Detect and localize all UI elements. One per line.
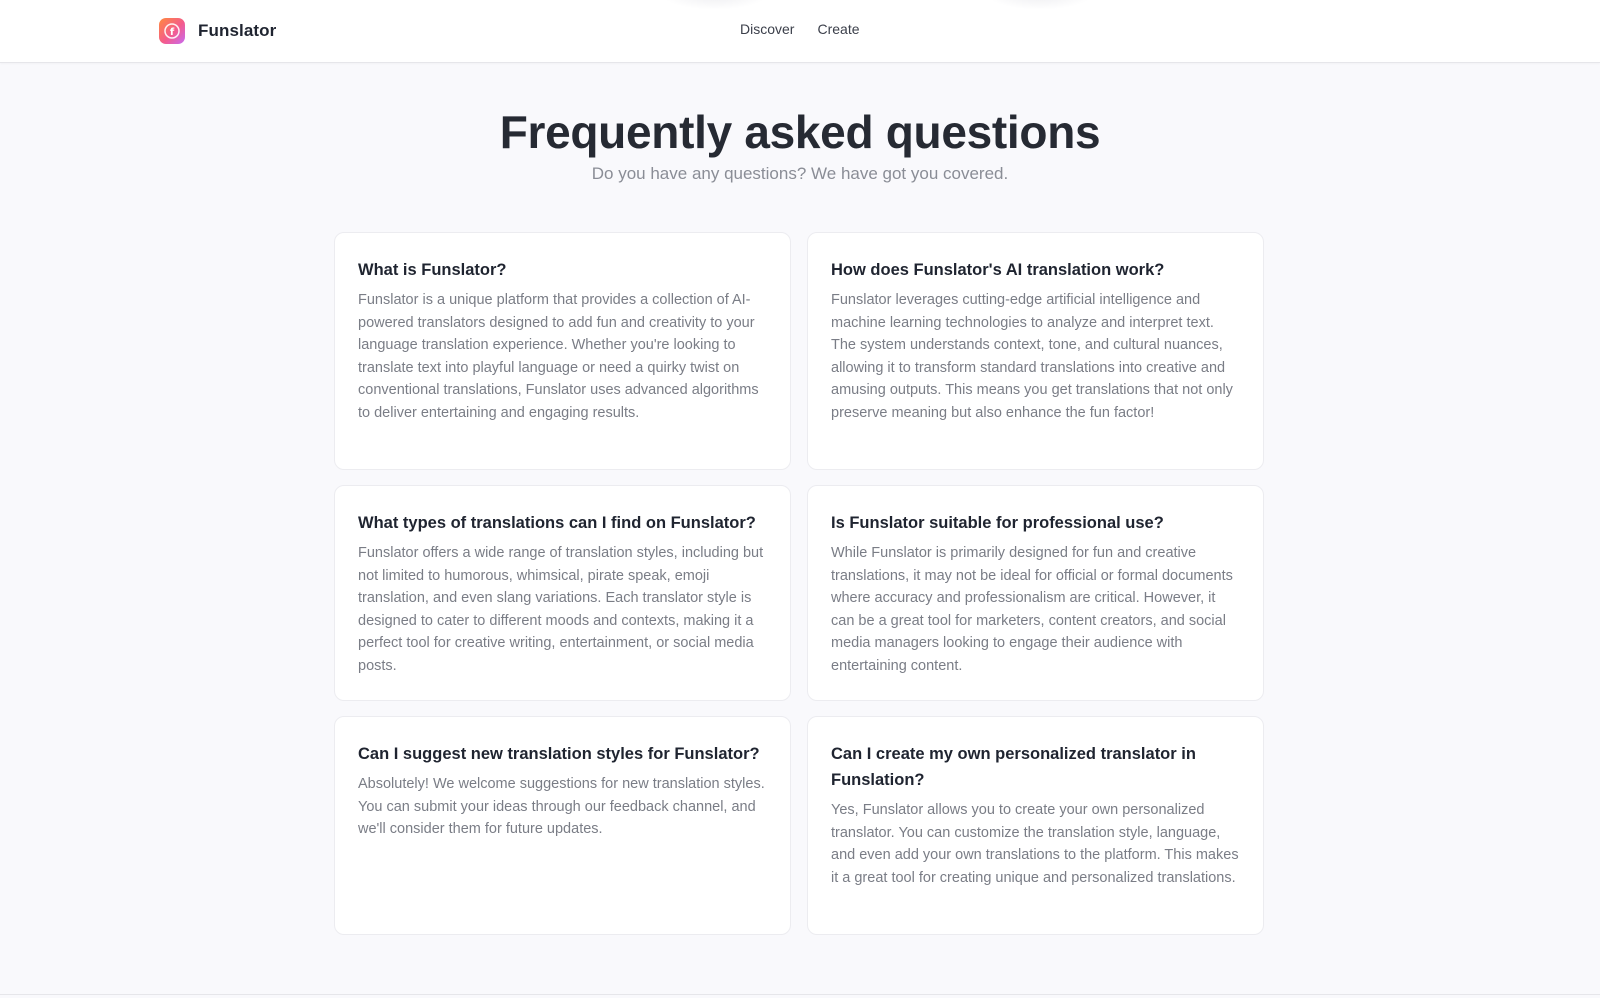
- decorative-glow: [985, 0, 1095, 10]
- faq-answer: Yes, Funslator allows you to create your own personalized translator. You can customize the translation style, language, and even add your own translations to the platform. This makes it a great tool for creating unique and personalized translations.: [831, 802, 1239, 886]
- faq-hero: [0, 104, 1600, 184]
- faq-card: [807, 485, 1264, 701]
- faq-card: [807, 232, 1264, 470]
- svg-text:f: f: [169, 27, 175, 38]
- faq-grid: [334, 232, 1264, 935]
- faq-card: [334, 485, 791, 701]
- faq-card: [334, 232, 791, 470]
- main-nav: [740, 21, 860, 37]
- faq-answer: While Funslator is primarily designed for fun and creative translations, it may not be ideal for official or formal documents where accuracy and professionalism are critical. However, it can be a great tool for marketers, content creators, and social media managers looking to engage their audience with entertaining content.: [831, 545, 1233, 674]
- footer-divider: [0, 994, 1600, 995]
- faq-card: [807, 716, 1264, 935]
- brand-home-link[interactable]: [159, 18, 276, 44]
- brand-name: Funslator: [198, 21, 277, 40]
- faq-question: How does Funslator's AI translation work?: [831, 261, 1165, 279]
- faq-question: Is Funslator suitable for professional use?: [831, 514, 1164, 532]
- faq-answer: Funslator leverages cutting-edge artificial intelligence and machine learning technologies to analyze and interpret text. The system understands context, tone, and cultural nuances, allowing it to transform standard translations into creative and amusing outputs. This means you get translations that not only preserve meaning but also enhance the fun factor!: [831, 292, 1233, 421]
- faq-question: What types of translations can I find on Funslator?: [358, 514, 756, 532]
- faq-answer: Absolutely! We welcome suggestions for new translation styles. You can submit your ideas through our feedback channel, and we'll consider them for future updates.: [358, 776, 765, 837]
- page-subtitle: Do you have any questions? We have got you covered.: [591, 164, 1009, 183]
- faq-question: Can I create my own personalized translator in Funslation?: [831, 745, 1196, 789]
- nav-create-link[interactable]: Create: [817, 21, 860, 37]
- page-title: Frequently asked questions: [499, 106, 1101, 158]
- faq-question: Can I suggest new translation styles for Funslator?: [358, 745, 760, 763]
- faq-question: What is Funslator?: [358, 261, 507, 279]
- top-navbar: [0, 0, 1600, 63]
- nav-discover-link[interactable]: Discover: [740, 21, 795, 37]
- faq-card: [334, 716, 791, 935]
- faq-answer: Funslator offers a wide range of translation styles, including but not limited to humorous, whimsical, pirate speak, emoji translation, and even slang variations. Each translator style is designed to cater to different moods and contexts, making it a perfect tool for creative writing, entertainment, or social media posts.: [358, 545, 764, 674]
- faq-answer: Funslator is a unique platform that provides a collection of AI-powered translators designed to add fun and creativity to your language translation experience. Whether you're looking to translate text into playful language or need a quirky twist on conventional translations, Funslator uses advanced algorithms to deliver entertaining and engaging results.: [358, 292, 759, 421]
- logo-glyph-icon: [163, 22, 181, 40]
- decorative-glow: [660, 0, 770, 10]
- funslator-logo-icon: [159, 18, 185, 44]
